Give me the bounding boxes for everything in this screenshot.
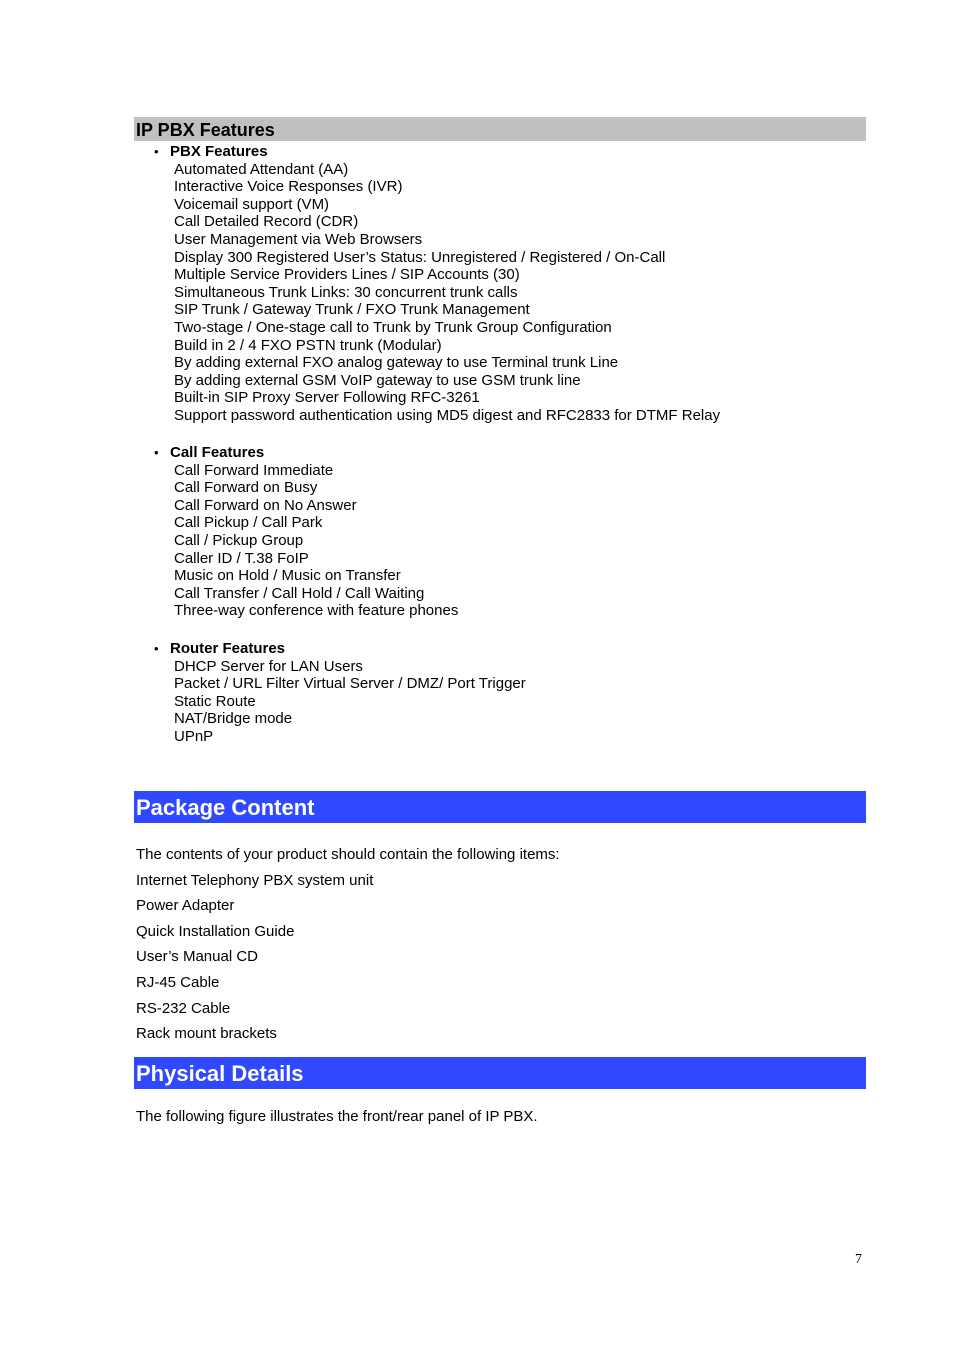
router-features-heading: Router Features (170, 640, 286, 657)
list-item: Display 300 Registered User’s Status: Unregistered / Registered / On-Call (174, 248, 666, 266)
list-item: Rack mount brackets (136, 1025, 277, 1043)
physical-details-heading-bar (134, 1057, 866, 1089)
bullet-marker: • (154, 144, 159, 159)
page-number: 7 (855, 1252, 862, 1267)
list-item: Call Pickup / Call Park (174, 514, 323, 532)
list-item: Interactive Voice Responses (IVR) (174, 178, 403, 196)
list-item: Build in 2 / 4 FXO PSTN trunk (Modular) (174, 336, 442, 354)
list-item: Power Adapter (136, 897, 235, 915)
list-item: Call Forward Immediate (174, 461, 334, 479)
pbx-features-list (174, 161, 720, 425)
list-item: Call / Pickup Group (174, 531, 304, 549)
list-item: UPnP (174, 727, 214, 745)
package-content-list (136, 842, 560, 1047)
package-content-heading-bar (134, 791, 866, 823)
list-item: RS-232 Cable (136, 999, 231, 1017)
pbx-features-heading: PBX Features (170, 143, 268, 160)
ip-pbx-features-heading-bar (134, 117, 866, 141)
physical-details-title: Physical Details (136, 1061, 304, 1086)
ip-pbx-features-title: IP PBX Features (136, 120, 275, 140)
list-item: By adding external FXO analog gateway to use Terminal trunk Line (174, 354, 619, 372)
list-item: Built-in SIP Proxy Server Following RFC-3261 (174, 389, 480, 407)
list-item: By adding external GSM VoIP gateway to use GSM trunk line (174, 371, 581, 389)
package-intro-text: The contents of your product should contain the following items: (136, 846, 560, 863)
list-item: Voicemail support (VM) (174, 195, 330, 213)
call-features-heading: Call Features (170, 444, 265, 461)
list-item: Call Forward on No Answer (174, 496, 357, 514)
physical-details-intro: The following figure illustrates the front/rear panel of IP PBX. (136, 1108, 538, 1125)
bullet-marker: • (154, 445, 159, 460)
list-item: User Management via Web Browsers (174, 230, 423, 248)
list-item: NAT/Bridge mode (174, 710, 293, 728)
list-item: Static Route (174, 692, 256, 710)
list-item: Multiple Service Providers Lines / SIP Accounts (30) (174, 266, 520, 284)
package-content-title: Package Content (136, 795, 315, 820)
list-item: SIP Trunk / Gateway Trunk / FXO Trunk Management (174, 301, 530, 319)
list-item: Automated Attendant (AA) (174, 160, 349, 178)
list-item: User’s Manual CD (136, 948, 258, 966)
list-item: Call Forward on Busy (174, 479, 318, 497)
list-item: Music on Hold / Music on Transfer (174, 567, 401, 585)
list-item: Call Transfer / Call Hold / Call Waiting (174, 584, 425, 602)
list-item: Three-way conference with feature phones (174, 602, 459, 620)
list-item: Quick Installation Guide (136, 922, 295, 940)
list-item: RJ-45 Cable (136, 973, 220, 991)
list-item: Packet / URL Filter Virtual Server / DMZ/ Port Trigger (174, 675, 526, 693)
bullet-marker: • (154, 641, 159, 656)
list-item: Call Detailed Record (CDR) (174, 213, 359, 231)
router-features-list (174, 658, 526, 746)
list-item: Support password authentication using MD5 digest and RFC2833 for DTMF Relay (174, 406, 721, 424)
list-item: Caller ID / T.38 FoIP (174, 549, 309, 567)
list-item: Simultaneous Trunk Links: 30 concurrent trunk calls (174, 283, 518, 301)
list-item: DHCP Server for LAN Users (174, 657, 363, 675)
list-item: Two-stage / One-stage call to Trunk by Trunk Group Configuration (174, 318, 612, 336)
list-item: Internet Telephony PBX system unit (136, 871, 374, 889)
call-features-list (174, 462, 458, 620)
